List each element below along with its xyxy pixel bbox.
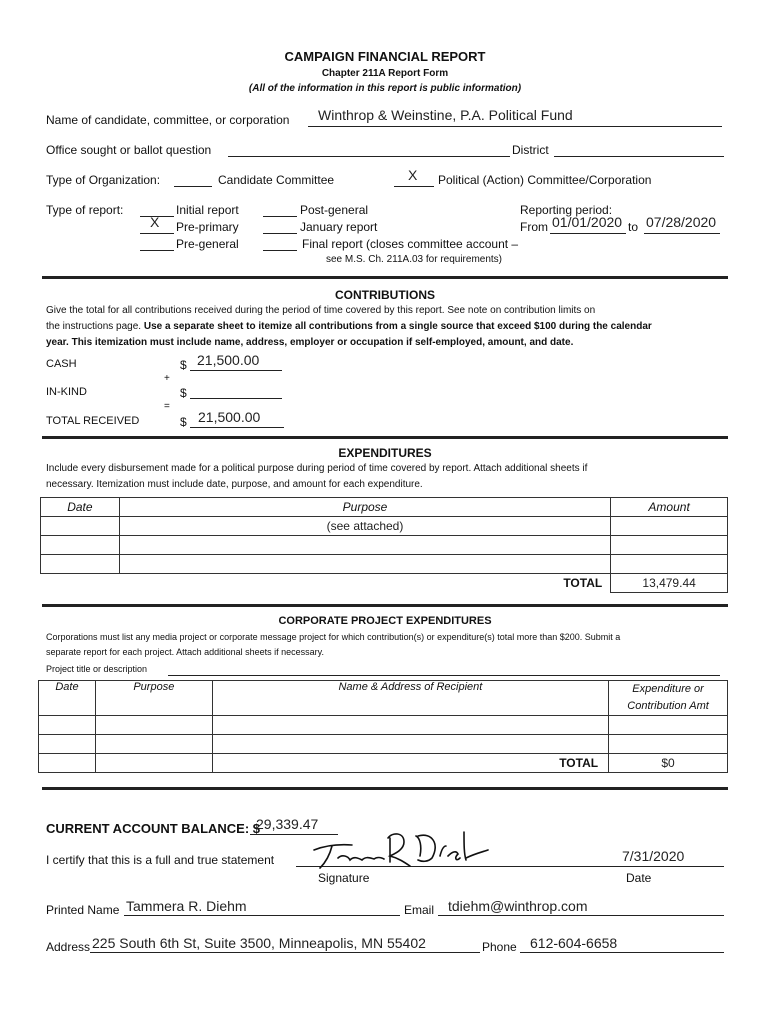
report-type-label: Type of report: (46, 203, 124, 217)
table-cell[interactable] (41, 536, 120, 555)
final-note: see M.S. Ch. 211A.03 for requirements) (326, 254, 503, 265)
total-received-line[interactable] (190, 427, 284, 428)
public-info-note: (All of the information in this report is public information) (248, 83, 522, 94)
address-label: Address (46, 940, 91, 954)
printed-name-line[interactable] (124, 915, 400, 916)
email-label: Email (404, 903, 435, 917)
to-value[interactable]: 07/28/2020 (646, 214, 717, 230)
from-value[interactable]: 01/01/2020 (552, 214, 623, 230)
expenditures-total-label: TOTAL (119, 574, 610, 593)
cash-label: CASH (46, 358, 77, 370)
office-label: Office sought or ballot question (46, 143, 212, 157)
table-cell[interactable] (39, 754, 96, 773)
address-value[interactable]: 225 South 6th St, Suite 3500, Minneapolis, MN 55402 (92, 935, 426, 951)
table-header-row (39, 681, 728, 716)
total-received-label: TOTAL RECEIVED (46, 415, 140, 427)
phone-line[interactable] (520, 952, 724, 953)
phone-label: Phone (482, 940, 517, 954)
cash-value[interactable]: 21,500.00 (197, 352, 260, 368)
table-row (41, 555, 728, 574)
final-label: Final report (closes committee account – (302, 237, 519, 251)
phone-value[interactable]: 612-604-6658 (530, 935, 618, 951)
january-checkline[interactable] (263, 233, 297, 234)
signature-image (308, 828, 494, 872)
project-title-line[interactable] (168, 675, 720, 676)
expenditures-total-value[interactable]: 13,479.44 (611, 574, 728, 593)
col-purpose: Purpose (119, 498, 610, 517)
reporting-period-label: Reporting period: (520, 203, 613, 217)
email-line[interactable] (438, 915, 724, 916)
expenditures-text-1: Include every disbursement made for a political purpose during period of time covered by report. Attach additional sheets if (46, 463, 588, 474)
table-cell[interactable] (611, 536, 728, 555)
name-label: Name of candidate, committee, or corporation (46, 113, 290, 127)
candidate-committee-label: Candidate Committee (218, 173, 335, 187)
contributions-title: CONTRIBUTIONS (335, 288, 435, 302)
email-value[interactable]: tdiehm@winthrop.com (448, 898, 588, 914)
from-line[interactable] (550, 233, 626, 234)
table-cell[interactable] (95, 735, 212, 754)
form-title: CAMPAIGN FINANCIAL REPORT (284, 49, 486, 64)
table-cell[interactable] (609, 735, 728, 754)
table-cell[interactable] (212, 735, 608, 754)
date-value[interactable]: 7/31/2020 (622, 848, 685, 864)
contributions-text-2: the instructions page. Use a separate sheet to itemize all contributions from a single source that exceed $100 during the calendar (46, 321, 652, 332)
table-row (39, 735, 728, 754)
political-committee-mark: X (408, 167, 418, 183)
printed-name-value[interactable]: Tammera R. Diehm (126, 898, 247, 914)
inkind-line[interactable] (190, 398, 282, 399)
table-cell[interactable] (95, 754, 212, 773)
corporate-total-value[interactable]: $0 (609, 754, 728, 773)
certify-statement: I certify that this is a full and true statement (46, 853, 275, 867)
candidate-committee-checkline[interactable] (174, 186, 212, 187)
table-cell[interactable] (39, 735, 96, 754)
district-line[interactable] (554, 156, 724, 157)
preprimary-mark: X (150, 214, 160, 230)
corporate-text-1: Corporations must list any media project or corporate message project for which contribution(s) or expenditure(s) total more than $200. Submit a (46, 632, 621, 642)
table-cell[interactable] (212, 716, 608, 735)
printed-name-label: Printed Name (46, 903, 120, 917)
inkind-label: IN-KIND (46, 386, 87, 398)
col-amount: Amount (611, 498, 728, 517)
table-cell[interactable] (39, 716, 96, 735)
table-cell[interactable] (41, 517, 120, 536)
contributions-text-3: year. This itemization must include name, address, employer or occupation if self-employed, amount, and date. (46, 337, 574, 348)
political-committee-label: Political (Action) Committee/Corporation (438, 173, 652, 187)
january-label: January report (300, 220, 378, 234)
total-received-dollar: $ (180, 415, 187, 429)
cash-line[interactable] (190, 370, 282, 371)
table-cell[interactable] (95, 716, 212, 735)
table-cell[interactable] (119, 555, 610, 574)
from-label: From (520, 220, 548, 234)
org-type-label: Type of Organization: (46, 173, 161, 187)
table-cell[interactable] (611, 555, 728, 574)
pregeneral-checkline[interactable] (140, 250, 174, 251)
final-checkline[interactable] (263, 250, 297, 251)
table-row (41, 517, 728, 536)
expenditures-text-2: necessary. Itemization must include date, purpose, and amount for each expenditure. (46, 479, 423, 490)
name-value[interactable]: Winthrop & Weinstine, P.A. Political Fund (318, 107, 573, 123)
corp-col-recipient: Name & Address of Recipient (212, 681, 608, 716)
expenditures-table (40, 497, 728, 593)
corporate-total-label: TOTAL (212, 754, 608, 773)
table-cell[interactable] (41, 555, 120, 574)
corp-col-date: Date (39, 681, 96, 716)
table-row (41, 536, 728, 555)
corporate-text-2: separate report for each project. Attach additional sheets if necessary. (46, 647, 324, 657)
col-date: Date (41, 498, 120, 517)
preprimary-label: Pre-primary (176, 220, 239, 234)
expenditures-title: EXPENDITURES (338, 446, 432, 460)
initial-label: Initial report (176, 203, 239, 217)
signature-label: Signature (318, 871, 370, 885)
section-divider (42, 604, 728, 607)
to-line[interactable] (644, 233, 720, 234)
corp-col-amount: Expenditure or Contribution Amt (609, 681, 728, 716)
purpose-entry[interactable]: (see attached) (119, 517, 610, 536)
table-row (39, 716, 728, 735)
date-label: Date (626, 871, 652, 885)
table-header-row (41, 498, 728, 517)
section-divider (42, 436, 728, 439)
total-row (39, 754, 728, 773)
contributions-text-1: Give the total for all contributions received during the period of time covered by this report. See note on contribution limits on (46, 305, 596, 316)
section-divider (42, 787, 728, 790)
form-subtitle: Chapter 211A Report Form (321, 68, 449, 79)
postgeneral-label: Post-general (300, 203, 369, 217)
balance-label: CURRENT ACCOUNT BALANCE: $ (46, 821, 261, 836)
preprimary-checkline[interactable] (140, 233, 174, 234)
total-row (41, 574, 728, 593)
table-cell[interactable] (609, 716, 728, 735)
total-received-value[interactable]: 21,500.00 (198, 409, 261, 425)
name-line (308, 126, 722, 127)
postgeneral-checkline[interactable] (263, 216, 297, 217)
section-divider (42, 276, 728, 279)
political-committee-checkline[interactable] (394, 186, 434, 187)
corporate-title: CORPORATE PROJECT EXPENDITURES (278, 615, 492, 627)
equals-sign: = (164, 401, 170, 412)
table-cell[interactable] (611, 517, 728, 536)
inkind-dollar: $ (180, 386, 187, 400)
to-label: to (628, 220, 639, 234)
project-title-label: Project title or description (46, 664, 148, 674)
corporate-table (38, 680, 728, 773)
table-cell (41, 574, 120, 593)
office-line[interactable] (228, 156, 510, 157)
address-line[interactable] (90, 952, 480, 953)
corp-col-purpose: Purpose (95, 681, 212, 716)
table-cell[interactable] (119, 536, 610, 555)
balance-value[interactable]: 29,339.47 (256, 816, 319, 832)
pregeneral-label: Pre-general (176, 237, 239, 251)
district-label: District (512, 143, 549, 157)
plus-sign: + (164, 373, 170, 384)
cash-dollar: $ (180, 358, 187, 372)
